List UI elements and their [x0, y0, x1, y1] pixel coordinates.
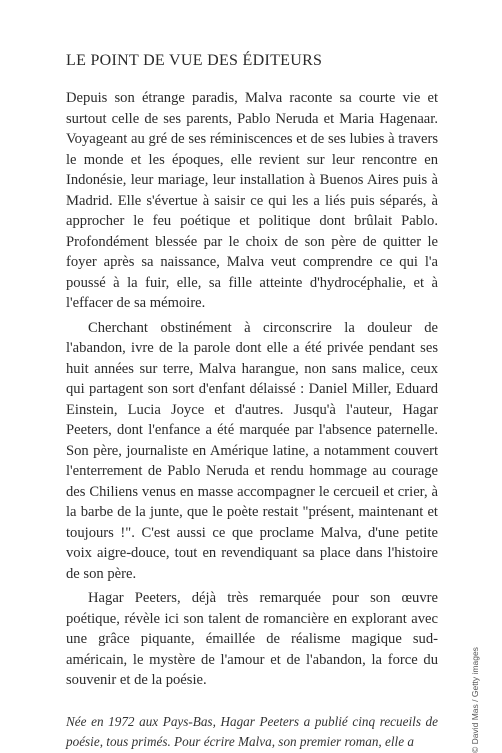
section-heading: LE POINT DE VUE DES ÉDITEURS [66, 52, 323, 69]
publisher-blurb [66, 88, 438, 691]
blurb-paragraph-3: Hagar Peeters, déjà très remarquée pour son œuvre poétique, révèle ici son talent de romancière en explorant avec une grâce piquante, émaillée de réalisme magique sud-américain, le mystère de l'amour et de l'abandon, la force du souvenir et de la poésie. [66, 590, 438, 688]
blurb-paragraph-1: Depuis son étrange paradis, Malva raconte sa courte vie et surtout celle de ses parents, Pablo Neruda et Maria Hagenaar. Voyageant au gré de ses réminiscences et de ses lubies à travers le monde et les époques, elle revient sur leur rencontre en Indonésie, leur mariage, leur installation à Buenos Aires puis à Madrid. Elle s'évertue à saisir ce qui les a liés puis séparés, à approcher le feu poétique et politique dont brûlait Pablo. Profondément blessée par le choix de son père de quitter le foyer après sa naissance, Malva veut comprendre ce qui l'a poussé à la fuir, elle, sa fille atteinte d'hydrocéphalie, et à l'effacer de sa mémoire. [66, 90, 438, 311]
author-bio: Née en 1972 aux Pays-Bas, Hagar Peeters a publié cinq recueils de poésie, tous primés. Pour écrire Malva, son premier roman, elle a [66, 714, 438, 749]
photo-credit: © David Mas / Getty images [470, 647, 480, 753]
blurb-paragraph-2: Cherchant obstinément à circonscrire la douleur de l'abandon, ivre de la parole dont elle a été privée pendant ses huit années sur terre, Malva harangue, non sans malice, ceux qui partagent son sort d'enfant délaissé : Daniel Miller, Eduard Einstein, Lucia Joyce et d'autres. Jusqu'à l'auteur, Hagar Peeters, dont l'enfance a été marquée par l'absence paternelle. Son père, journaliste en Amérique latine, a notamment couvert l'enterrement de Pablo Neruda et rendu hommage au courage des Chiliens venus en masse accompagner le cercueil et crier, à la barbe de la junte, que le poète restait "présent, maintenant et toujours !". C'est aussi ce que proclame Malva, d'une petite voix aigre-douce, tout en revendiquant sa place dans l'histoire de son père. [66, 319, 438, 582]
